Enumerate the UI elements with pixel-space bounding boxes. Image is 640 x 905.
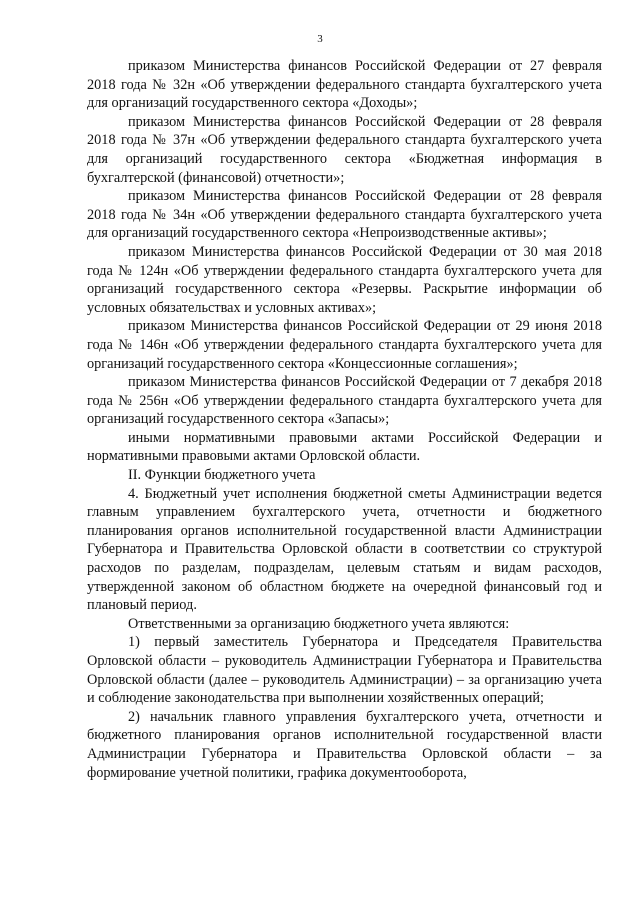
paragraph-order-124n: приказом Министерства финансов Российской Федерации от 30 мая 2018 года № 124н «Об утверждении федерального стандарта бухгалтерского учета для организаций государственного сектора «Резервы. Раскрытие информации об условных обязательствах и условных активах»; — [87, 243, 602, 316]
paragraph-order-32n: приказом Министерства финансов Российской Федерации от 27 февраля 2018 года № 32н «Об утверждении федерального стандарта бухгалтерского учета для организаций государственного сектора «Доходы»; — [87, 58, 602, 112]
paragraph-order-37n: приказом Министерства финансов Российской Федерации от 28 февраля 2018 года № 37н «Об утверждении федерального стандарта бухгалтерского учета для организаций государственного сектора «Бюджетная информация в бухгалтерской (финансовой) отчетности»; — [87, 113, 602, 186]
paragraph-order-34n: приказом Министерства финансов Российской Федерации от 28 февраля 2018 года № 34н «Об утверждении федерального стандарта бухгалтерского учета для организаций государственного сектора «Непроизводственные активы»; — [87, 188, 602, 242]
paragraph-responsible-1: 1) первый заместитель Губернатора и Председателя Правительства Орловской области – руководитель Администрации Губернатора и Правительства Орловской области (далее – руководитель Администрации) – за организацию учета и соблюдение законодательства при выполнении хозяйственных операций; — [87, 634, 602, 707]
paragraph-responsible-intro: Ответственными за организацию бюджетного учета являются: — [128, 615, 510, 632]
paragraph-item-4: 4. Бюджетный учет исполнения бюджетной сметы Администрации ведется главным управлением бухгалтерского учета, отчетности и бюджетного планирования органов исполнительной государственной власти Администрации Губернатора и Правительства Орловской области в соответствии со структурой расходов по разделам, подразделам, целевым статьям и видам расходов, утвержденной законом об областном бюджете на очередной финансовый год и плановый период. — [87, 485, 602, 614]
paragraph-order-146n: приказом Министерства финансов Российской Федерации от 29 июня 2018 года № 146н «Об утверждении федерального стандарта бухгалтерского учета для организаций государственного сектора «Концессионные соглашения»; — [87, 318, 602, 372]
paragraph-order-256n: приказом Министерства финансов Российской Федерации от 7 декабря 2018 года № 256н «Об утверждении федерального стандарта бухгалтерского учета для организаций государственного сектора «Запасы»; — [87, 374, 602, 428]
document-body — [87, 57, 602, 782]
section-heading: II. Функции бюджетного учета — [128, 467, 316, 484]
paragraph-responsible-2: 2) начальник главного управления бухгалтерского учета, отчетности и бюджетного планирования органов исполнительной государственной власти Администрации Губернатора и Правительства Орловской области – за формирование учетной политики, графика документооборота, — [87, 708, 602, 781]
page-number: 3 — [317, 33, 323, 45]
paragraph-other-acts: иными нормативными правовыми актами Российской Федерации и нормативными правовыми актами Орловской области. — [87, 429, 602, 465]
